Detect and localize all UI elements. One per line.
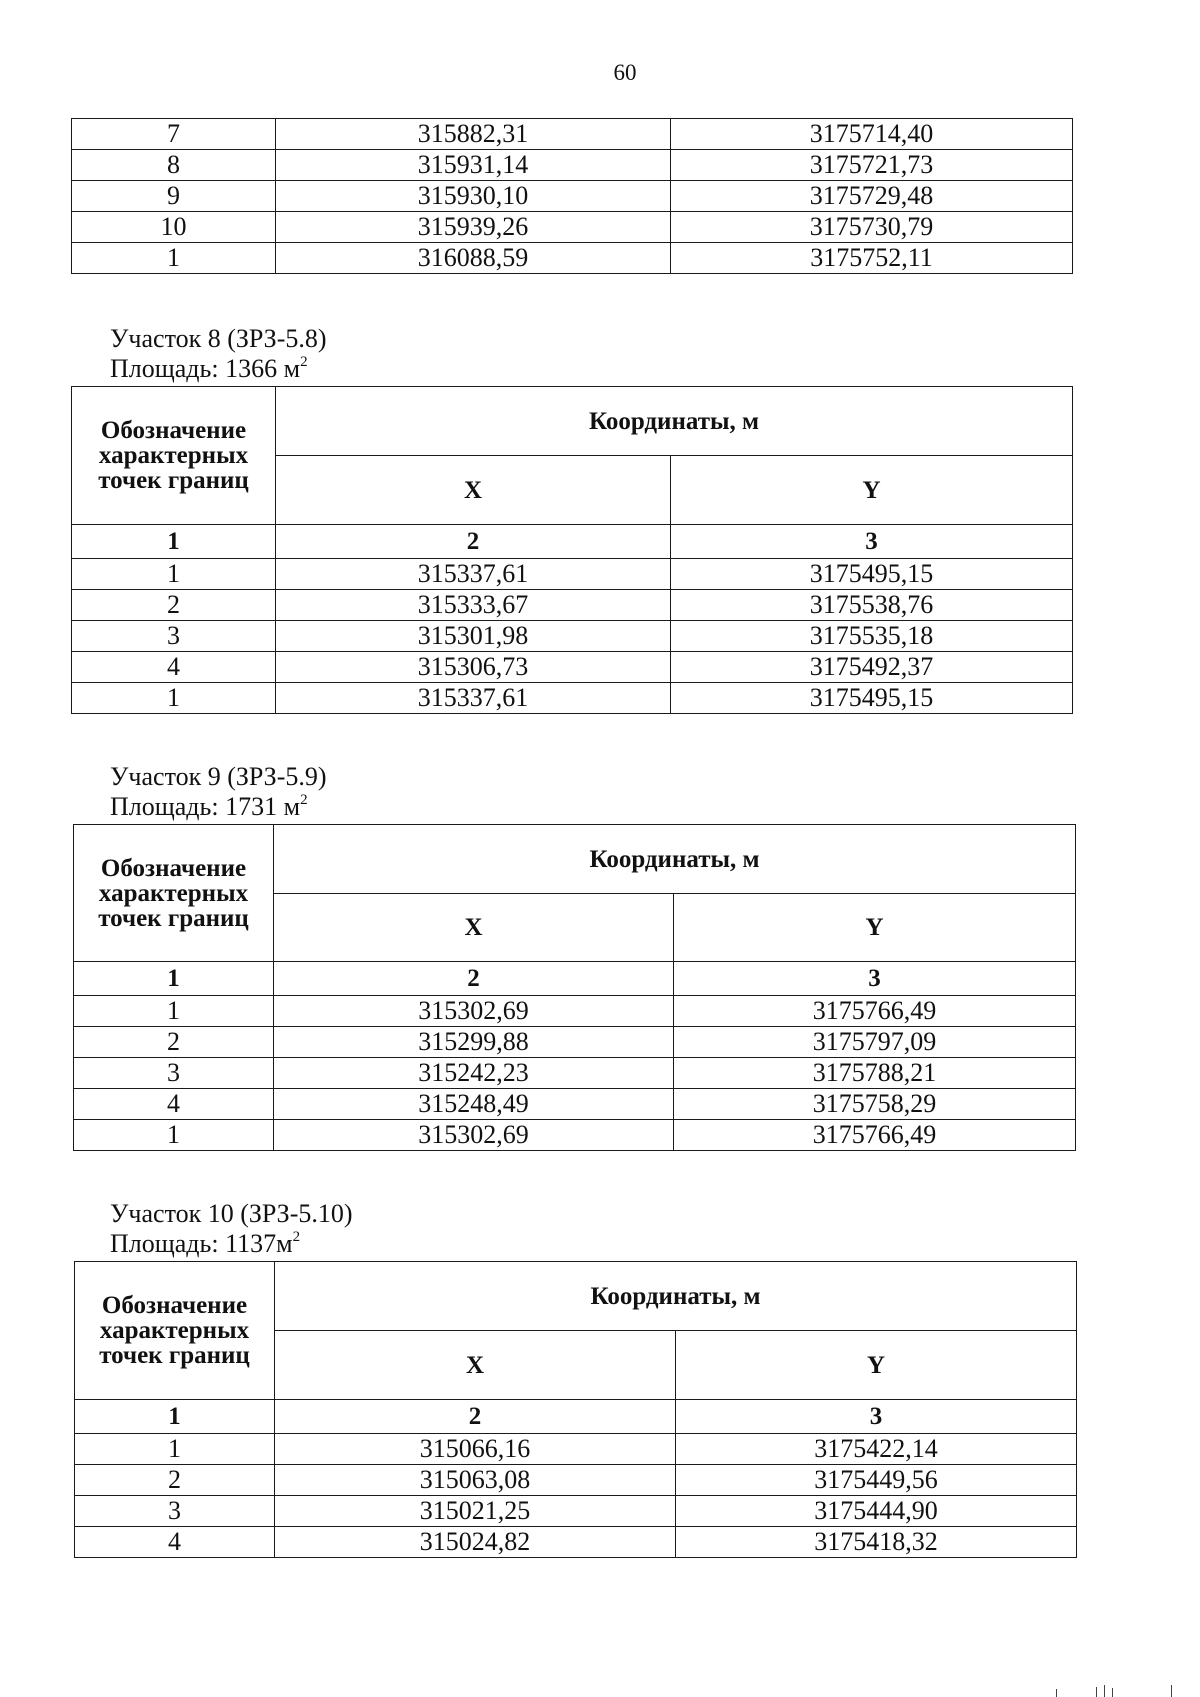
- table-row: [74, 1027, 1076, 1058]
- table-row: [75, 1527, 1077, 1558]
- header-col-number: 2: [276, 525, 671, 559]
- header-col-number: 1: [74, 962, 274, 996]
- point-number-cell: 1: [72, 559, 276, 590]
- table-row: [72, 559, 1073, 590]
- header-designation: Обозначение характерных точек границ: [72, 387, 276, 525]
- coordinates-table: [73, 824, 1076, 1151]
- header-y: Y: [671, 456, 1073, 525]
- table-row: [75, 1434, 1077, 1465]
- table-row: [75, 1496, 1077, 1527]
- point-number-cell: 1: [74, 1120, 274, 1151]
- x-coordinate-cell: 315882,31: [276, 119, 671, 150]
- point-number-cell: 1: [72, 683, 276, 714]
- table-row: [74, 1058, 1076, 1089]
- header-col-number: 1: [72, 525, 276, 559]
- point-number-cell: 7: [72, 119, 276, 150]
- header-col-number: 3: [671, 525, 1073, 559]
- header-col-number: 1: [75, 1400, 275, 1434]
- section-heading: [110, 324, 327, 384]
- y-coordinate-cell: 3175788,21: [674, 1058, 1076, 1089]
- x-coordinate-cell: 315063,08: [275, 1465, 676, 1496]
- x-coordinate-cell: 315299,88: [274, 1027, 674, 1058]
- header-col-number: 2: [275, 1400, 676, 1434]
- point-number-cell: 2: [74, 1027, 274, 1058]
- scan-artifact: [1056, 1685, 1186, 1697]
- header-designation: Обозначение характерных точек границ: [75, 1262, 275, 1400]
- header-col-number: 3: [676, 1400, 1077, 1434]
- point-number-cell: 9: [72, 181, 276, 212]
- x-coordinate-cell: 315337,61: [276, 683, 671, 714]
- y-coordinate-cell: 3175766,49: [674, 996, 1076, 1027]
- point-number-cell: 1: [75, 1434, 275, 1465]
- point-number-cell: 3: [74, 1058, 274, 1089]
- table-row: [72, 243, 1073, 274]
- section-area: Площадь: 1366 $м^2$: [110, 354, 308, 383]
- table-row: [72, 652, 1073, 683]
- table-row: [72, 683, 1073, 714]
- table-row: [72, 150, 1073, 181]
- x-coordinate-cell: 315306,73: [276, 652, 671, 683]
- coordinates-table-continuation: [71, 118, 1073, 274]
- table-row: [75, 1465, 1077, 1496]
- section-area: Площадь: 1731 $м^2$: [110, 792, 308, 821]
- coordinates-table: [74, 1261, 1077, 1558]
- y-coordinate-cell: 3175418,32: [676, 1527, 1077, 1558]
- x-coordinate-cell: 315931,14: [276, 150, 671, 181]
- header-y: Y: [676, 1331, 1077, 1400]
- x-coordinate-cell: 315302,69: [274, 1120, 674, 1151]
- y-coordinate-cell: 3175495,15: [671, 683, 1073, 714]
- y-coordinate-cell: 3175758,29: [674, 1089, 1076, 1120]
- point-number-cell: 8: [72, 150, 276, 181]
- header-x: X: [275, 1331, 676, 1400]
- page-number: 60: [613, 60, 637, 85]
- y-coordinate-cell: 3175797,09: [674, 1027, 1076, 1058]
- point-number-cell: 3: [72, 621, 276, 652]
- section-title: Участок 8 (ЗРЗ-5.8): [110, 324, 327, 353]
- point-number-cell: 1: [72, 243, 276, 274]
- section-title: Участок 10 (ЗРЗ-5.10): [110, 1199, 353, 1228]
- x-coordinate-cell: 315066,16: [275, 1434, 676, 1465]
- header-coordinates: Координаты, м: [275, 1262, 1077, 1331]
- x-coordinate-cell: 315333,67: [276, 590, 671, 621]
- y-coordinate-cell: 3175766,49: [674, 1120, 1076, 1151]
- section-heading: [110, 762, 327, 822]
- section-title: Участок 9 (ЗРЗ-5.9): [110, 762, 327, 791]
- table-row: [72, 590, 1073, 621]
- y-coordinate-cell: 3175729,48: [671, 181, 1073, 212]
- point-number-cell: 3: [75, 1496, 275, 1527]
- table-row: [74, 1089, 1076, 1120]
- point-number-cell: 4: [72, 652, 276, 683]
- header-designation: Обозначение характерных точек границ: [74, 825, 274, 962]
- x-coordinate-cell: 315021,25: [275, 1496, 676, 1527]
- section-heading: [110, 1199, 353, 1259]
- header-y: Y: [674, 894, 1076, 962]
- point-number-cell: 2: [75, 1465, 275, 1496]
- x-coordinate-cell: 315337,61: [276, 559, 671, 590]
- y-coordinate-cell: 3175752,11: [671, 243, 1073, 274]
- x-coordinate-cell: 315939,26: [276, 212, 671, 243]
- y-coordinate-cell: 3175492,37: [671, 652, 1073, 683]
- table-row: [72, 181, 1073, 212]
- x-coordinate-cell: 315024,82: [275, 1527, 676, 1558]
- y-coordinate-cell: 3175714,40: [671, 119, 1073, 150]
- point-number-cell: 10: [72, 212, 276, 243]
- y-coordinate-cell: 3175495,15: [671, 559, 1073, 590]
- y-coordinate-cell: 3175721,73: [671, 150, 1073, 181]
- header-col-number: 2: [274, 962, 674, 996]
- y-coordinate-cell: 3175538,76: [671, 590, 1073, 621]
- y-coordinate-cell: 3175535,18: [671, 621, 1073, 652]
- y-coordinate-cell: 3175730,79: [671, 212, 1073, 243]
- header-col-number: 3: [674, 962, 1076, 996]
- y-coordinate-cell: 3175444,90: [676, 1496, 1077, 1527]
- coordinates-table: [71, 386, 1073, 714]
- x-coordinate-cell: 315301,98: [276, 621, 671, 652]
- point-number-cell: 1: [74, 996, 274, 1027]
- x-coordinate-cell: 315930,10: [276, 181, 671, 212]
- point-number-cell: 4: [75, 1527, 275, 1558]
- point-number-cell: 4: [74, 1089, 274, 1120]
- table-row: [72, 119, 1073, 150]
- table-row: [72, 212, 1073, 243]
- table-row: [74, 1120, 1076, 1151]
- header-coordinates: Координаты, м: [276, 387, 1073, 456]
- y-coordinate-cell: 3175449,56: [676, 1465, 1077, 1496]
- header-coordinates: Координаты, м: [274, 825, 1076, 894]
- header-x: X: [276, 456, 671, 525]
- y-coordinate-cell: 3175422,14: [676, 1434, 1077, 1465]
- table-row: [74, 996, 1076, 1027]
- x-coordinate-cell: 316088,59: [276, 243, 671, 274]
- point-number-cell: 2: [72, 590, 276, 621]
- header-x: X: [274, 894, 674, 962]
- x-coordinate-cell: 315242,23: [274, 1058, 674, 1089]
- table-row: [72, 621, 1073, 652]
- x-coordinate-cell: 315248,49: [274, 1089, 674, 1120]
- section-area: Площадь: $1137м^2$: [110, 1229, 301, 1258]
- x-coordinate-cell: 315302,69: [274, 996, 674, 1027]
